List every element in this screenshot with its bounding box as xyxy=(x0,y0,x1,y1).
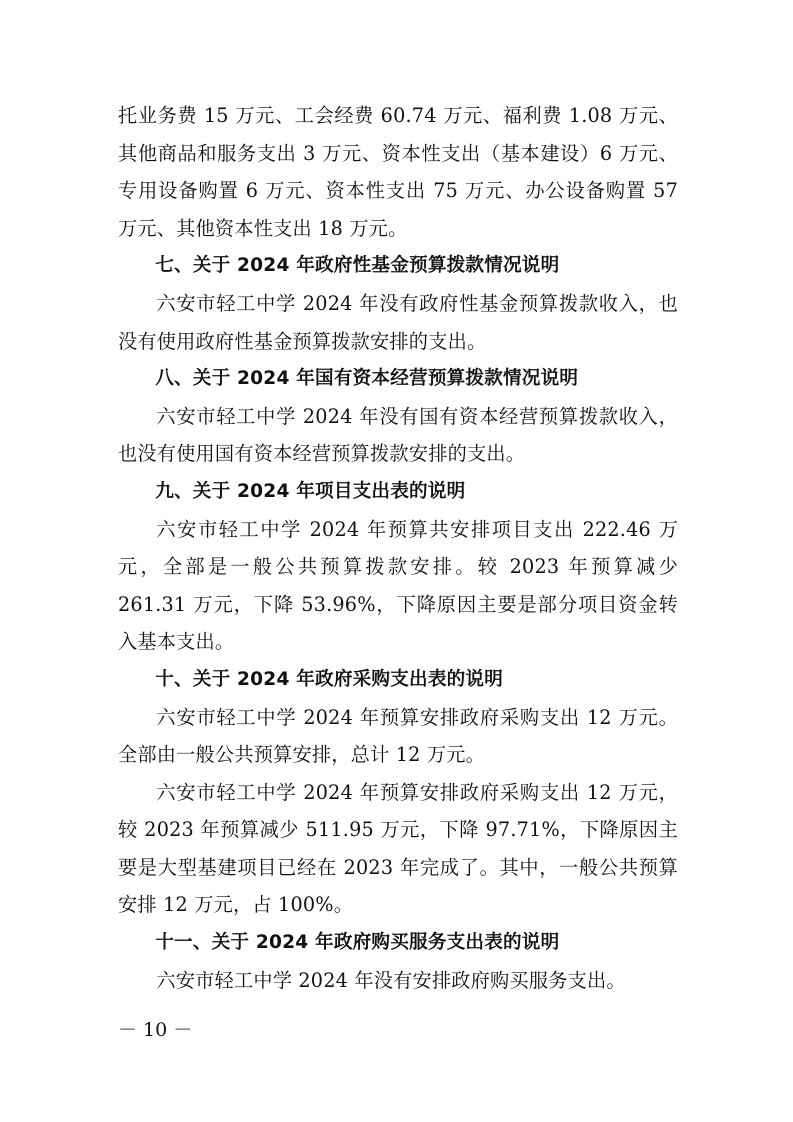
heading-section-8: 八、关于 2024 年国有资本经营预算拨款情况说明 xyxy=(155,368,579,390)
heading-section-10: 十、关于 2024 年政府采购支出表的说明 xyxy=(155,668,503,690)
heading-section-7: 七、关于 2024 年政府性基金预算拨款情况说明 xyxy=(155,255,560,277)
paragraph-section-9: 六安市轻工中学 2024 年预算共安排项目支出 222.46 万元，全部是一般公共预算拨款安排。较 2023 年预算减少 261.31 万元，下降 53.96%，下降原因主要是部分项目资金转入基本支出。 xyxy=(118,517,678,654)
heading-section-11: 十一、关于 2024 年政府购买服务支出表的说明 xyxy=(155,932,560,954)
page-number: － 10 － xyxy=(118,1019,193,1041)
paragraph-continued-expenses: 托业务费 15 万元、工会经费 60.74 万元、福利费 1.08 万元、其他商品和服务支出 3 万元、资本性支出（基本建设）6 万元、专用设备购置 6 万元、资本性支出 75 万元、办公设备购置 57 万元、其他资本性支出 18 万元。 xyxy=(118,104,678,240)
paragraph-section-10-b: 六安市轻工中学 2024 年预算安排政府采购支出 12 万元，较 2023 年预算减少 511.95 万元，下降 97.71%，下降原因主要是大型基建项目已经在 2023 年完成了。其中，一般公共预算安排 12 万元，占 100%。 xyxy=(118,780,678,917)
paragraph-section-10-a: 六安市轻工中学 2024 年预算安排政府采购支出 12 万元。全部由一般公共预算安排，总计 12 万元。 xyxy=(118,705,678,767)
paragraph-section-8: 六安市轻工中学 2024 年没有国有资本经营预算拨款收入，也没有使用国有资本经营预算拨款安排的支出。 xyxy=(118,404,678,466)
document-body xyxy=(118,97,678,999)
heading-section-9: 九、关于 2024 年项目支出表的说明 xyxy=(155,480,466,502)
paragraph-section-7: 六安市轻工中学 2024 年没有政府性基金预算拨款收入，也没有使用政府性基金预算拨款安排的支出。 xyxy=(118,291,678,353)
paragraph-section-11: 六安市轻工中学 2024 年没有安排政府购买服务支出。 xyxy=(156,968,626,992)
